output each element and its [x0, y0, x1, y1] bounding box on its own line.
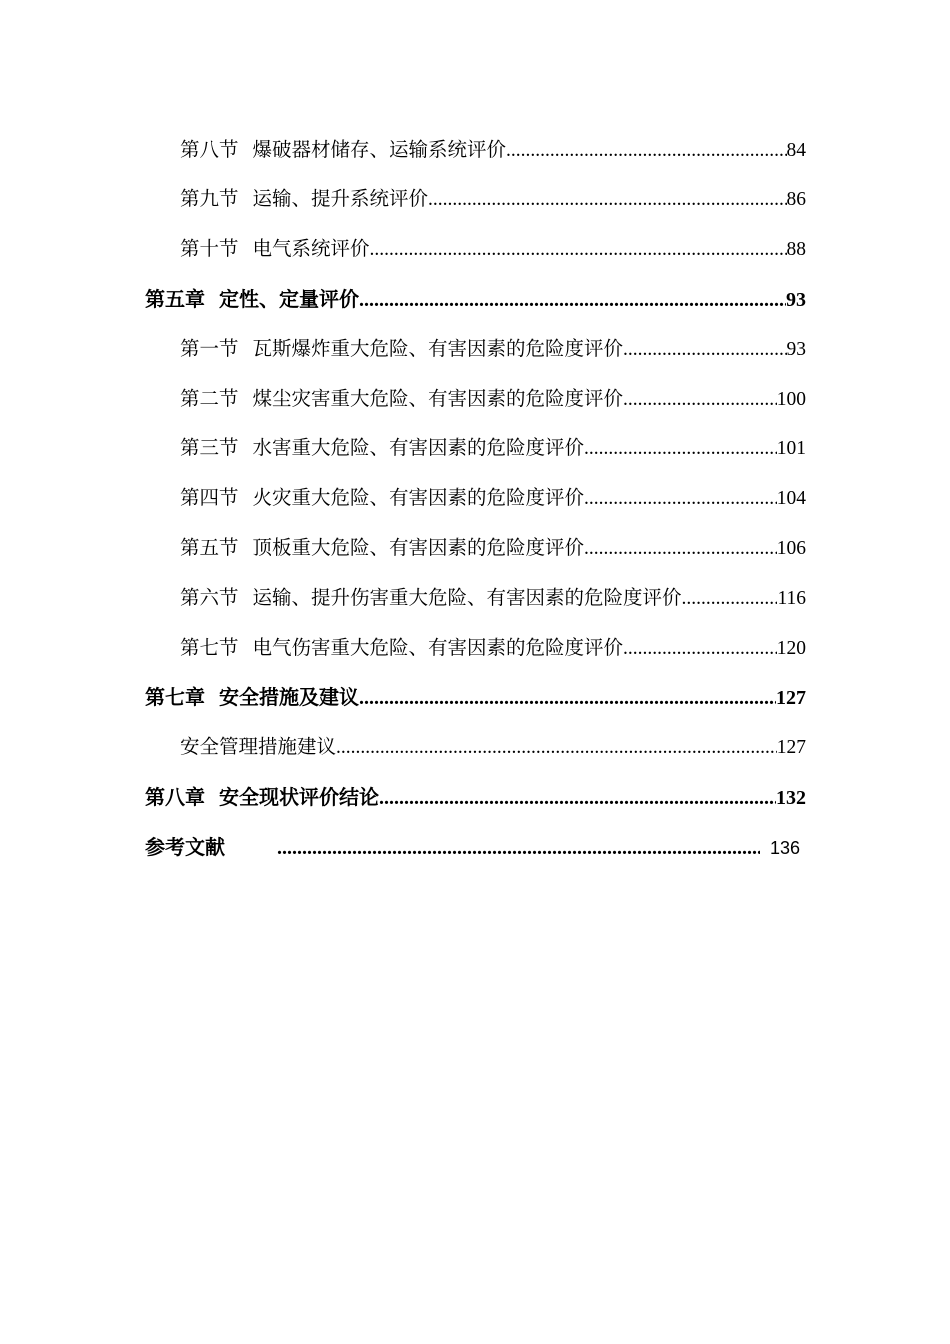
- section-title: 爆破器材储存、运输系统评价: [252, 140, 507, 161]
- dot-leader: [623, 385, 777, 415]
- toc-entry-section-3: [180, 434, 806, 464]
- toc-entry-section-8: [180, 136, 806, 166]
- dot-leader: [359, 683, 776, 713]
- toc-entry-section-7: [180, 634, 806, 664]
- page-number: 127: [776, 687, 806, 709]
- section-title: 安全管理措施建议: [180, 737, 337, 758]
- dot-leader: [336, 733, 777, 763]
- page-number: 116: [777, 588, 806, 609]
- toc-entry-section-5: [180, 534, 806, 564]
- toc-entry-chapter-5: [145, 285, 806, 315]
- dot-leader: [623, 335, 786, 365]
- section-number: 第六节: [180, 588, 239, 609]
- section-number: 第一节: [180, 339, 239, 360]
- toc-entry-section-1: [180, 335, 806, 365]
- section-title: 电气系统评价: [252, 239, 370, 260]
- section-number: 第八节: [180, 140, 239, 161]
- dot-leader: [379, 783, 776, 813]
- section-number: 第二节: [180, 389, 239, 410]
- toc-entry-section-9: [180, 185, 806, 215]
- page-number: 88: [786, 239, 806, 260]
- page-number: 86: [786, 189, 806, 210]
- section-title: 火灾重大危险、有害因素的危险度评价: [252, 488, 585, 509]
- dot-leader: [584, 534, 777, 564]
- toc-entry-section-10: [180, 235, 806, 265]
- section-title: 电气伤害重大危险、有害因素的危险度评价: [252, 638, 624, 659]
- page-number: 136: [769, 838, 800, 858]
- section-title: 顶板重大危险、有害因素的危险度评价: [252, 538, 585, 559]
- chapter-number: 第七章: [145, 687, 205, 709]
- dot-leader: [277, 833, 760, 863]
- page-number: 100: [776, 389, 806, 410]
- dot-leader: [623, 634, 777, 664]
- section-number: 第四节: [180, 488, 239, 509]
- page-number: 127: [776, 737, 806, 758]
- toc-entry-safety-management: [180, 733, 806, 763]
- section-title: 瓦斯爆炸重大危险、有害因素的危险度评价: [252, 339, 624, 360]
- section-title: 煤尘灾害重大危险、有害因素的危险度评价: [252, 389, 624, 410]
- chapter-title: 安全现状评价结论: [219, 787, 379, 809]
- section-number: 第九节: [180, 189, 239, 210]
- section-number: 第三节: [180, 438, 239, 459]
- page-number: 132: [776, 787, 806, 809]
- toc-entry-references: [145, 833, 800, 863]
- toc-entry-section-4: [180, 484, 806, 514]
- page-number: 104: [776, 488, 806, 509]
- page-number: 106: [776, 538, 806, 559]
- page-number: 84: [786, 140, 806, 161]
- dot-leader: [506, 136, 786, 166]
- dot-leader: [428, 185, 786, 215]
- page-number: 120: [776, 638, 806, 659]
- page-number: 93: [786, 289, 806, 311]
- section-number: 第七节: [180, 638, 239, 659]
- page-number: 93: [786, 339, 806, 360]
- toc-entry-chapter-8: [145, 783, 806, 813]
- toc-entry-section-6: [180, 584, 806, 614]
- dot-leader: [584, 434, 777, 464]
- references-title: 参考文献: [145, 837, 225, 859]
- dot-leader: [682, 584, 778, 614]
- section-number: 第十节: [180, 239, 239, 260]
- dot-leader: [584, 484, 777, 514]
- dot-leader: [370, 235, 787, 265]
- section-title: 运输、提升伤害重大危险、有害因素的危险度评价: [252, 588, 682, 609]
- toc-entry-section-2: [180, 385, 806, 415]
- toc-entry-chapter-7: [145, 683, 806, 713]
- chapter-number: 第八章: [145, 787, 205, 809]
- section-number: 第五节: [180, 538, 239, 559]
- chapter-number: 第五章: [145, 289, 205, 311]
- page-number: 101: [776, 438, 806, 459]
- chapter-title: 安全措施及建议: [219, 687, 359, 709]
- dot-leader: [359, 285, 786, 315]
- chapter-title: 定性、定量评价: [219, 289, 359, 311]
- section-title: 运输、提升系统评价: [252, 189, 429, 210]
- section-title: 水害重大危险、有害因素的危险度评价: [252, 438, 585, 459]
